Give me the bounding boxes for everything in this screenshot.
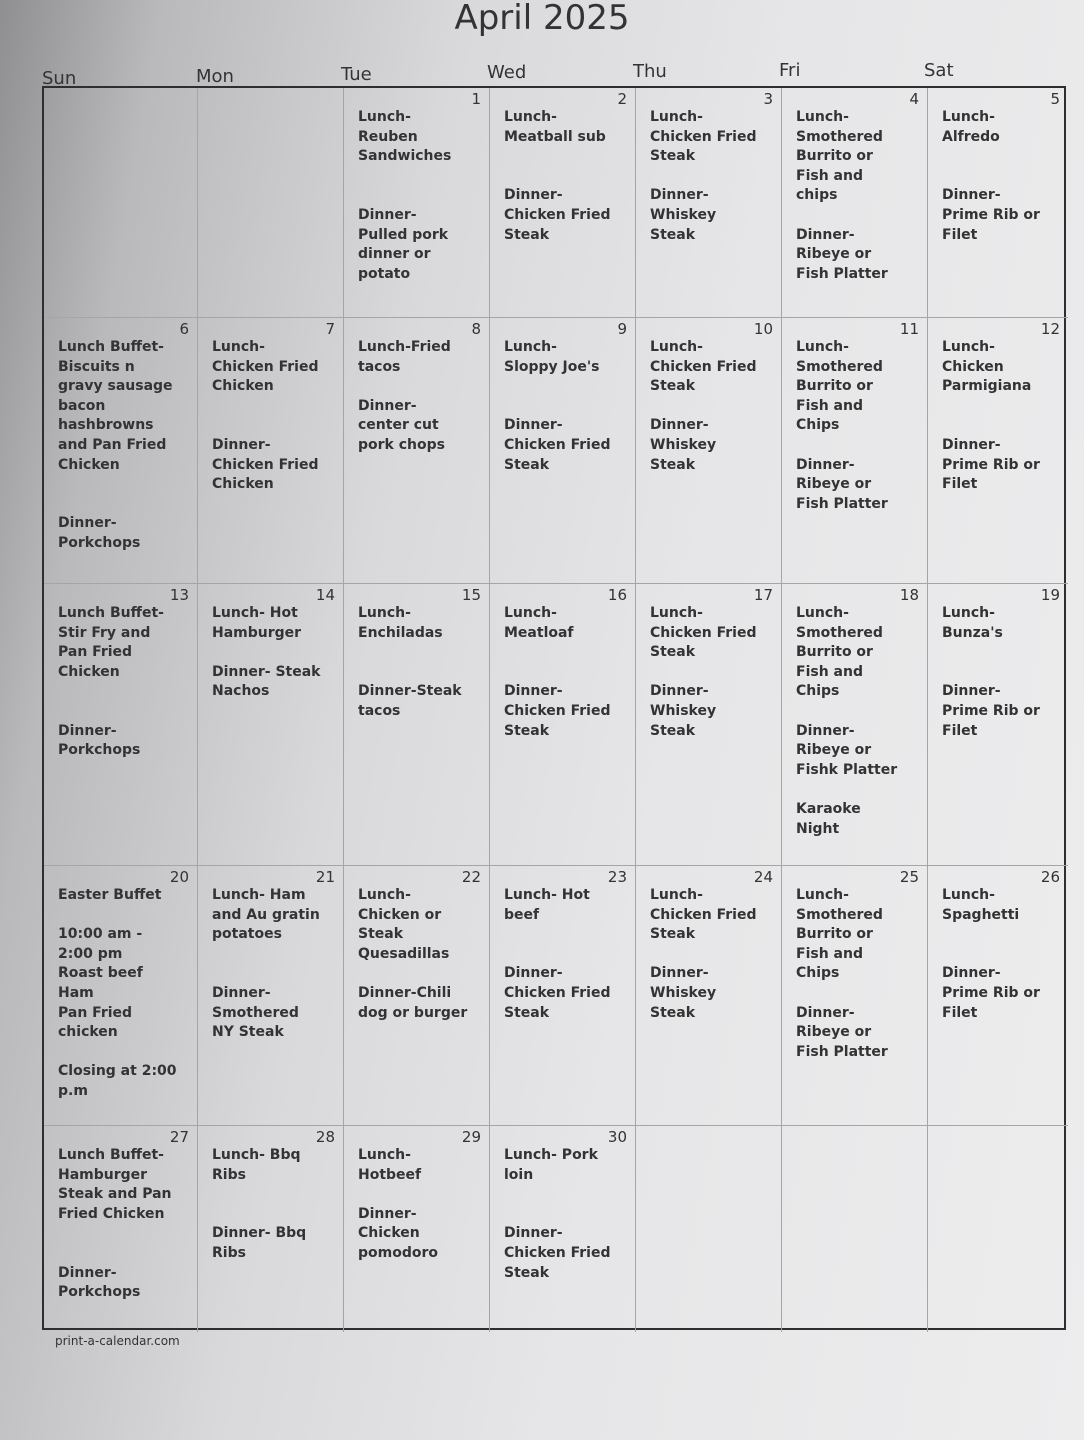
day-cell	[636, 318, 782, 584]
menu-text: Lunch Buffet- Hamburger Steak and Pan Fried Chicken Dinner- Porkchops	[58, 1147, 172, 1301]
day-cell	[636, 584, 782, 866]
day-number: 12	[1040, 320, 1060, 338]
menu-text: Lunch- Chicken Fried Steak Dinner- Whiskey Steak	[650, 887, 757, 1021]
day-cell	[344, 584, 490, 866]
day-cell	[344, 1126, 490, 1332]
menu-text: Lunch- Smothered Burrito or Fish and Chips Dinner- Ribeye or Fish Platter	[796, 887, 888, 1060]
menu-text: Lunch- Spaghetti Dinner- Prime Rib or Filet	[942, 887, 1040, 1021]
menu-text: Easter Buffet 10:00 am - 2:00 pm Roast beef Ham Pan Fried chicken Closing at 2:00 p.m	[58, 887, 177, 1099]
day-cell	[928, 584, 1068, 866]
menu-text: Lunch- Chicken Parmigiana Dinner- Prime Rib or Filet	[942, 339, 1040, 493]
day-cell	[198, 318, 344, 584]
weekday-tue: Tue	[341, 64, 372, 85]
menu-text: Lunch- Reuben Sandwiches Dinner- Pulled pork dinner or potato	[358, 109, 452, 282]
day-cell	[198, 866, 344, 1126]
day-number: 17	[753, 586, 773, 604]
day-number: 7	[325, 320, 335, 338]
day-cell	[198, 1126, 344, 1332]
menu-text: Lunch- Chicken or Steak Quesadillas Dinner-Chili dog or burger	[358, 887, 468, 1021]
day-number: 16	[607, 586, 627, 604]
day-number: 27	[169, 1128, 189, 1146]
menu-text: Lunch- Chicken Fried Steak Dinner- Whiskey Steak	[650, 109, 757, 243]
menu-text: Lunch- Smothered Burrito or Fish and Chips Dinner- Ribeye or Fishk Platter Karaoke Night	[796, 605, 898, 837]
day-cell	[344, 866, 490, 1126]
day-cell	[44, 1126, 198, 1332]
day-number: 22	[461, 868, 481, 886]
menu-text: Lunch- Ham and Au gratin potatoes Dinner- Smothered NY Steak	[212, 887, 320, 1041]
menu-text: Lunch- Meatball sub Dinner- Chicken Fried Steak	[504, 109, 611, 243]
day-number: 24	[753, 868, 773, 886]
day-cell	[636, 1126, 782, 1332]
day-cell	[928, 88, 1068, 318]
day-cell	[782, 318, 928, 584]
menu-text: Lunch- Alfredo Dinner- Prime Rib or Filet	[942, 109, 1040, 243]
day-cell	[490, 318, 636, 584]
menu-text: Lunch- Chicken Fried Steak Dinner- Whiskey Steak	[650, 339, 757, 473]
day-cell	[490, 584, 636, 866]
day-number: 20	[169, 868, 189, 886]
day-cell	[928, 1126, 1068, 1332]
day-cell	[44, 88, 198, 318]
day-number: 18	[899, 586, 919, 604]
menu-text: Lunch- Chicken Fried Chicken Dinner- Chicken Fried Chicken	[212, 339, 319, 493]
day-cell	[198, 88, 344, 318]
menu-text: Lunch Buffet- Stir Fry and Pan Fried Chicken Dinner- Porkchops	[58, 605, 164, 759]
weekday-sat: Sat	[924, 60, 954, 81]
day-cell	[490, 866, 636, 1126]
footer-source: print-a-calendar.com	[55, 1334, 180, 1348]
menu-text: Lunch- Bbq Ribs Dinner- Bbq Ribs	[212, 1147, 307, 1261]
day-number: 10	[753, 320, 773, 338]
day-cell	[344, 318, 490, 584]
day-number: 21	[315, 868, 335, 886]
day-number: 26	[1040, 868, 1060, 886]
day-number: 6	[179, 320, 189, 338]
menu-text: Lunch- Smothered Burrito or Fish and chips Dinner- Ribeye or Fish Platter	[796, 109, 888, 282]
day-cell	[636, 88, 782, 318]
day-number: 4	[909, 90, 919, 108]
day-cell	[490, 88, 636, 318]
weekday-fri: Fri	[779, 60, 801, 81]
day-cell	[44, 318, 198, 584]
day-number: 11	[899, 320, 919, 338]
day-number: 30	[607, 1128, 627, 1146]
day-number: 19	[1040, 586, 1060, 604]
day-number: 13	[169, 586, 189, 604]
day-cell	[344, 88, 490, 318]
calendar-grid	[42, 86, 1066, 1330]
menu-text: Lunch- Hot beef Dinner- Chicken Fried Steak	[504, 887, 611, 1021]
day-number: 28	[315, 1128, 335, 1146]
weekday-thu: Thu	[633, 61, 667, 82]
day-cell	[782, 1126, 928, 1332]
weekday-sun: Sun	[42, 68, 77, 89]
menu-text: Lunch- Hot Hamburger Dinner- Steak Nachos	[212, 605, 321, 700]
day-cell	[636, 866, 782, 1126]
day-number: 9	[617, 320, 627, 338]
menu-text: Lunch Buffet- Biscuits n gravy sausage bacon hashbrowns and Pan Fried Chicken Dinner- Porkchops	[58, 339, 173, 551]
weekday-mon: Mon	[196, 66, 234, 87]
day-number: 8	[471, 320, 481, 338]
menu-text: Lunch- Smothered Burrito or Fish and Chips Dinner- Ribeye or Fish Platter	[796, 339, 888, 512]
day-cell	[490, 1126, 636, 1332]
day-number: 29	[461, 1128, 481, 1146]
day-cell	[782, 88, 928, 318]
weekday-wed: Wed	[487, 62, 527, 83]
day-number: 5	[1050, 90, 1060, 108]
day-cell	[44, 584, 198, 866]
day-cell	[928, 866, 1068, 1126]
day-cell	[44, 866, 198, 1126]
menu-text: Lunch- Enchiladas Dinner-Steak tacos	[358, 605, 462, 719]
day-number: 2	[617, 90, 627, 108]
day-number: 25	[899, 868, 919, 886]
menu-text: Lunch- Meatloaf Dinner- Chicken Fried Steak	[504, 605, 611, 739]
day-cell	[782, 866, 928, 1126]
menu-text: Lunch- Chicken Fried Steak Dinner- Whiskey Steak	[650, 605, 757, 739]
menu-text: Lunch- Bunza's Dinner- Prime Rib or Filet	[942, 605, 1040, 739]
day-number: 15	[461, 586, 481, 604]
day-number: 23	[607, 868, 627, 886]
day-number: 3	[763, 90, 773, 108]
menu-text: Lunch- Pork loin Dinner- Chicken Fried Steak	[504, 1147, 611, 1281]
day-cell	[928, 318, 1068, 584]
menu-text: Lunch- Sloppy Joe's Dinner- Chicken Fried Steak	[504, 339, 611, 473]
day-cell	[198, 584, 344, 866]
day-cell	[782, 584, 928, 866]
menu-text: Lunch-Fried tacos Dinner- center cut pork chops	[358, 339, 451, 453]
calendar-title: April 2025	[454, 0, 630, 38]
menu-text: Lunch- Hotbeef Dinner- Chicken pomodoro	[358, 1147, 439, 1261]
day-number: 1	[471, 90, 481, 108]
day-number: 14	[315, 586, 335, 604]
